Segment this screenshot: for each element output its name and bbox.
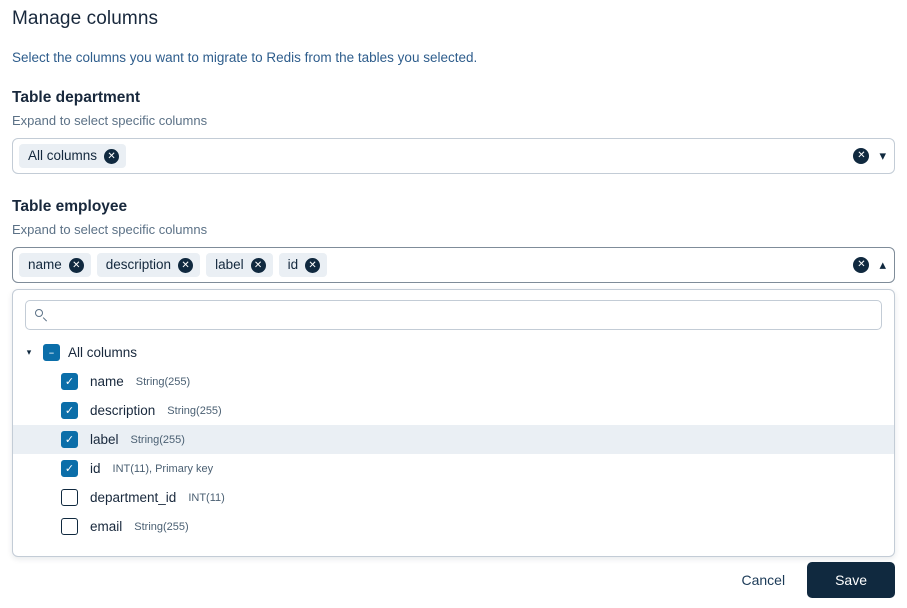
chip-label: id [287,256,299,272]
list-item[interactable] [13,483,894,512]
option-meta: INT(11), Primary key [112,462,214,475]
option-label: description [90,403,156,418]
checkbox-id[interactable]: ✓ [61,460,78,477]
chip-remove-icon[interactable]: ✕ [305,258,320,273]
section-hint-department: Expand to select specific columns [12,113,208,128]
checkbox-description[interactable]: ✓ [61,402,78,419]
columns-select-department[interactable] [12,138,895,174]
page-description: Select the columns you want to migrate to Redis from the tables you selected. [12,50,478,65]
list-item[interactable] [13,425,894,454]
section-title-department: Table department [12,89,141,106]
checkbox-label[interactable]: ✓ [61,431,78,448]
chip[interactable] [19,144,126,168]
checkbox-all-columns[interactable]: – [43,344,60,361]
option-label: id [90,461,101,476]
cancel-button[interactable]: Cancel [737,566,789,594]
chip-label: name [28,256,62,272]
select-controls-employee [853,248,886,282]
columns-dropdown-panel [12,289,895,557]
checkbox-name[interactable]: ✓ [61,373,78,390]
chevron-up-icon[interactable]: ▴ [879,257,886,273]
tree-root-all-columns[interactable] [13,338,894,367]
save-button[interactable]: Save [807,562,895,598]
list-item[interactable] [13,512,894,541]
search-input[interactable] [54,307,872,324]
chip[interactable] [206,253,273,277]
page-title: Manage columns [12,8,159,29]
section-hint-employee: Expand to select specific columns [12,222,208,237]
option-label: department_id [90,490,177,505]
dropdown-search[interactable] [25,300,882,330]
option-meta: String(255) [167,404,222,417]
list-item[interactable] [13,396,894,425]
chip[interactable] [19,253,91,277]
chevron-down-icon[interactable]: ▾ [26,347,32,358]
chip-remove-icon[interactable]: ✕ [251,258,266,273]
clear-all-icon[interactable]: ✕ [853,148,869,164]
option-meta: String(255) [135,375,191,388]
chip-list-employee [19,253,888,277]
chevron-down-icon[interactable]: ▾ [879,148,886,164]
chip-remove-icon[interactable]: ✕ [104,149,119,164]
columns-select-employee[interactable] [12,247,895,283]
chip-label: description [105,256,172,272]
select-controls-department [853,139,886,173]
chip-label: All columns [28,147,98,163]
chip[interactable] [97,253,200,277]
search-icon [35,309,48,322]
option-label: label [90,432,119,447]
clear-all-icon[interactable]: ✕ [853,257,869,273]
option-meta: INT(11) [188,491,225,504]
chip-remove-icon[interactable]: ✕ [178,258,193,273]
list-item[interactable] [13,454,894,483]
list-item[interactable] [13,367,894,396]
option-meta: String(255) [134,520,189,533]
chip-label: label [215,256,244,272]
chip[interactable] [279,253,328,277]
checkbox-department_id[interactable] [61,489,78,506]
checkbox-email[interactable] [61,518,78,535]
option-label: name [90,374,124,389]
option-label: email [90,519,123,534]
chip-list-department [19,144,888,168]
chip-remove-icon[interactable]: ✕ [69,258,84,273]
option-meta: String(255) [130,433,185,446]
tree-root-label: All columns [68,345,138,360]
section-title-employee: Table employee [12,198,128,215]
dialog-footer [737,562,895,598]
